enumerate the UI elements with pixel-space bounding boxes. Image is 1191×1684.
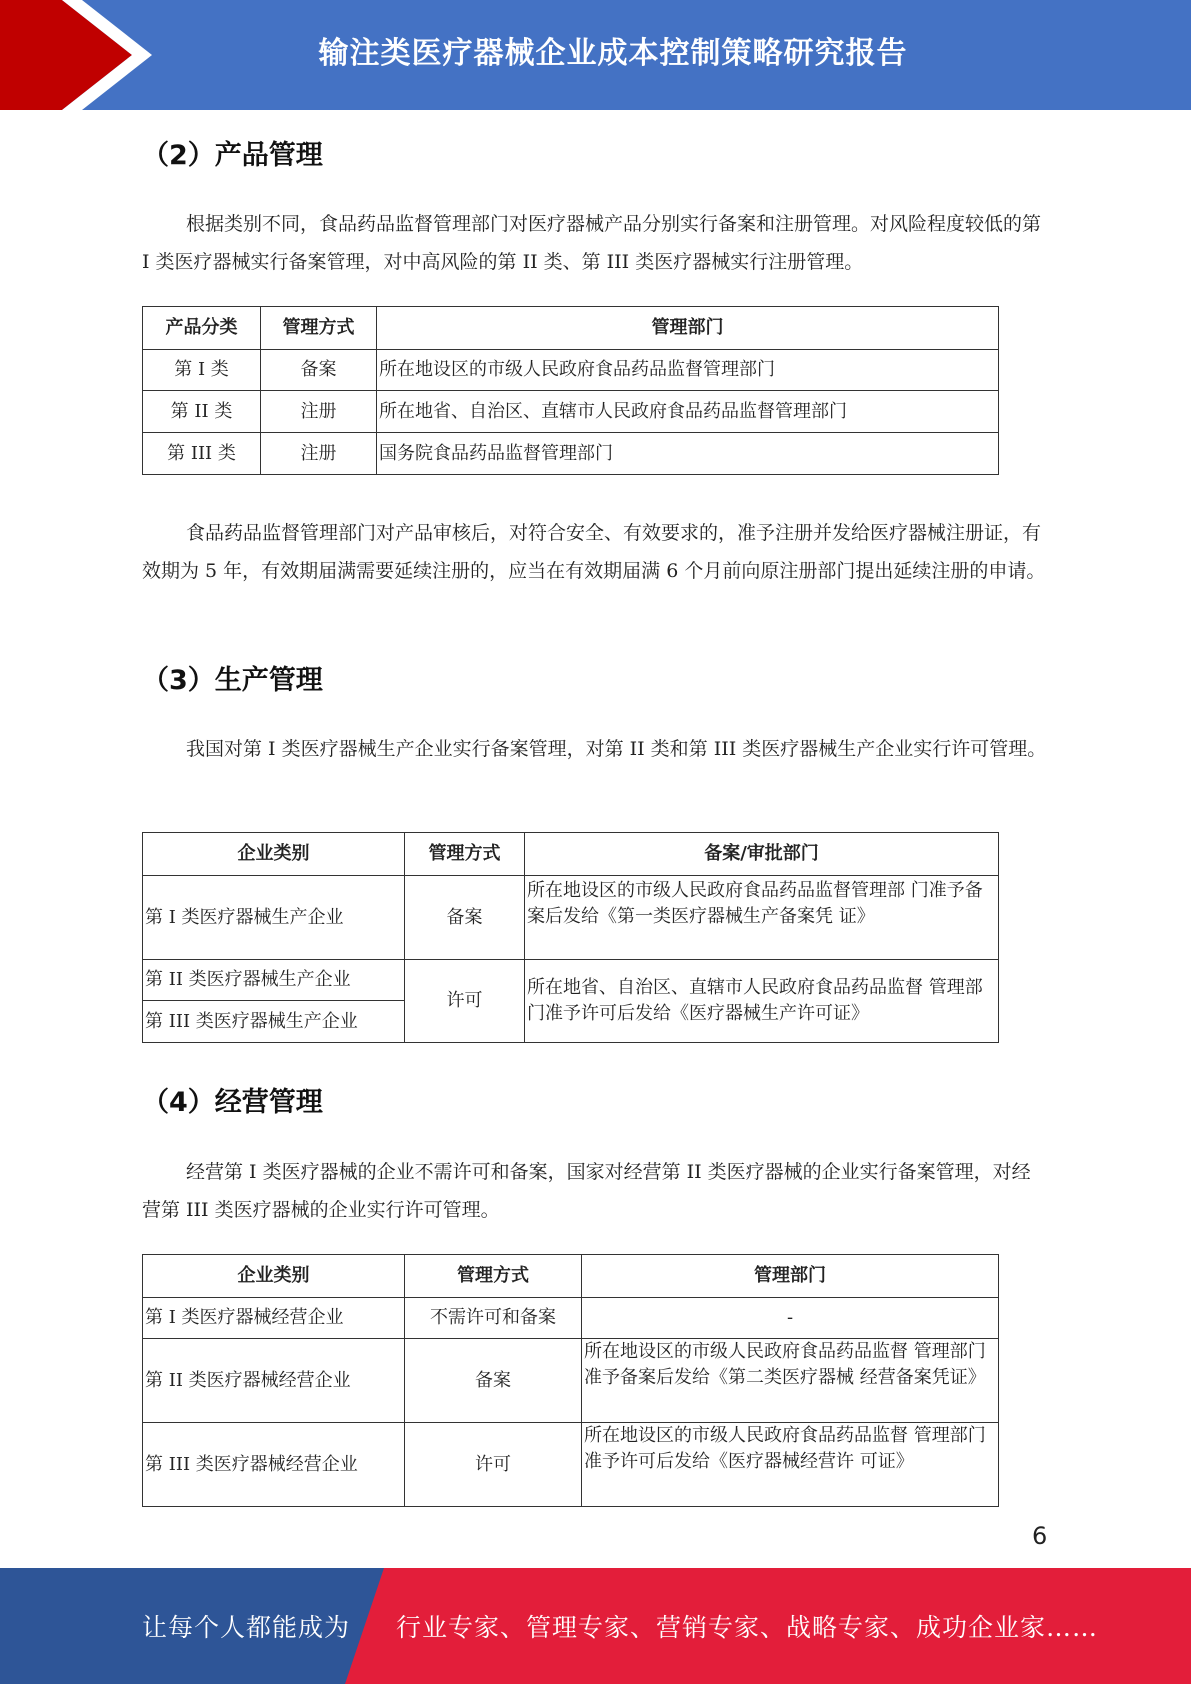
- table-cell: 第 II 类: [143, 391, 261, 433]
- table-header-cell: 备案/审批部门: [525, 833, 999, 876]
- product-paragraph-2: 食品药品监督管理部门对产品审核后，对符合安全、有效要求的，准予注册并发给医疗器械注册证，有效期为 5 年，有效期届满需要延续注册的，应当在有效期届满 6 个月前向原注册部门提出延续注册的申请。: [142, 522, 1046, 582]
- table-cell: 备案: [405, 876, 525, 960]
- table-header-row: [143, 307, 999, 350]
- table-cell: 不需许可和备案: [405, 1298, 582, 1339]
- table-cell: 第 III 类医疗器械经营企业: [143, 1423, 405, 1507]
- table-cell: 第 I 类医疗器械生产企业: [143, 876, 405, 960]
- table-row: [143, 391, 999, 433]
- production-table: [142, 832, 999, 1043]
- table-cell: 所在地设区的市级人民政府食品药品监督 管理部门准予许可后发给《医疗器械经营许 可证》: [582, 1423, 999, 1507]
- table-cell: 第 I 类医疗器械经营企业: [143, 1298, 405, 1339]
- table-header-cell: 管理方式: [405, 1255, 582, 1298]
- table-cell: 备案: [405, 1339, 582, 1423]
- table-header-cell: 企业类别: [143, 1255, 405, 1298]
- production-paragraph: 我国对第 I 类医疗器械生产企业实行备案管理，对第 II 类和第 III 类医疗器械生产企业实行许可管理。: [186, 738, 1047, 760]
- operation-table: [142, 1254, 999, 1507]
- table-row: [143, 350, 999, 391]
- table-cell: -: [582, 1298, 999, 1339]
- table-cell: 所在地省、自治区、直辖市人民政府食品药品监督 管理部门准予许可后发给《医疗器械生产许可证》: [525, 960, 999, 1043]
- table-cell: 所在地设区的市级人民政府食品药品监督管理部门: [377, 350, 999, 391]
- table-header-cell: 管理方式: [405, 833, 525, 876]
- page-number: 6: [1032, 1522, 1048, 1550]
- table-header-cell: 管理方式: [261, 307, 377, 350]
- table-cell: 许可: [405, 1423, 582, 1507]
- page-header: [0, 0, 1191, 110]
- report-title: 输注类医疗器械企业成本控制策略研究报告: [318, 36, 908, 71]
- table-cell: 国务院食品药品监督管理部门: [377, 433, 999, 475]
- footer-slogan-left: 让每个人都能成为: [142, 1613, 351, 1642]
- table-cell: 所在地省、自治区、直辖市人民政府食品药品监督管理部门: [377, 391, 999, 433]
- table-cell: 第 II 类医疗器械经营企业: [143, 1339, 405, 1423]
- table-row: [143, 960, 999, 1001]
- section-heading-product: （2）产品管理: [142, 140, 323, 171]
- footer-slogan-right: 行业专家、管理专家、营销专家、战略专家、成功企业家……: [396, 1613, 1099, 1642]
- section-heading-operation: （4）经营管理: [142, 1087, 323, 1118]
- product-paragraph-1: 根据类别不同，食品药品监督管理部门对医疗器械产品分别实行备案和注册管理。对风险程度较低的第 I 类医疗器械实行备案管理，对中高风险的第 II 类、第 III 类医疗器械实行注册管理。: [142, 213, 1042, 273]
- operation-paragraph: 经营第 I 类医疗器械的企业不需许可和备案，国家对经营第 II 类医疗器械的企业实行备案管理，对经营第 III 类医疗器械的企业实行许可管理。: [142, 1161, 1031, 1221]
- table-cell: 第 III 类医疗器械生产企业: [143, 1001, 405, 1043]
- table-header-cell: 管理部门: [377, 307, 999, 350]
- table-cell: 许可: [405, 960, 525, 1043]
- table-row: [143, 1339, 999, 1423]
- table-cell: 备案: [261, 350, 377, 391]
- section-heading-production: （3）生产管理: [142, 665, 323, 696]
- table-header-cell: 管理部门: [582, 1255, 999, 1298]
- table-cell: 第 I 类: [143, 350, 261, 391]
- table-cell: 所在地设区的市级人民政府食品药品监督 管理部门准予备案后发给《第二类医疗器械 经营备案凭证》: [582, 1339, 999, 1423]
- table-row: [143, 1298, 999, 1339]
- product-table: [142, 306, 999, 475]
- table-header-cell: 企业类别: [143, 833, 405, 876]
- page-footer: [0, 1568, 1191, 1684]
- table-cell: 注册: [261, 433, 377, 475]
- table-row: [143, 876, 999, 960]
- table-row: [143, 433, 999, 475]
- table-header-row: [143, 833, 999, 876]
- table-header-cell: 产品分类: [143, 307, 261, 350]
- table-row: [143, 1423, 999, 1507]
- table-cell: 所在地设区的市级人民政府食品药品监督管理部 门准予备案后发给《第一类医疗器械生产备案凭 证》: [525, 876, 999, 960]
- table-cell: 注册: [261, 391, 377, 433]
- table-header-row: [143, 1255, 999, 1298]
- table-cell: 第 III 类: [143, 433, 261, 475]
- table-cell: 第 II 类医疗器械生产企业: [143, 960, 405, 1001]
